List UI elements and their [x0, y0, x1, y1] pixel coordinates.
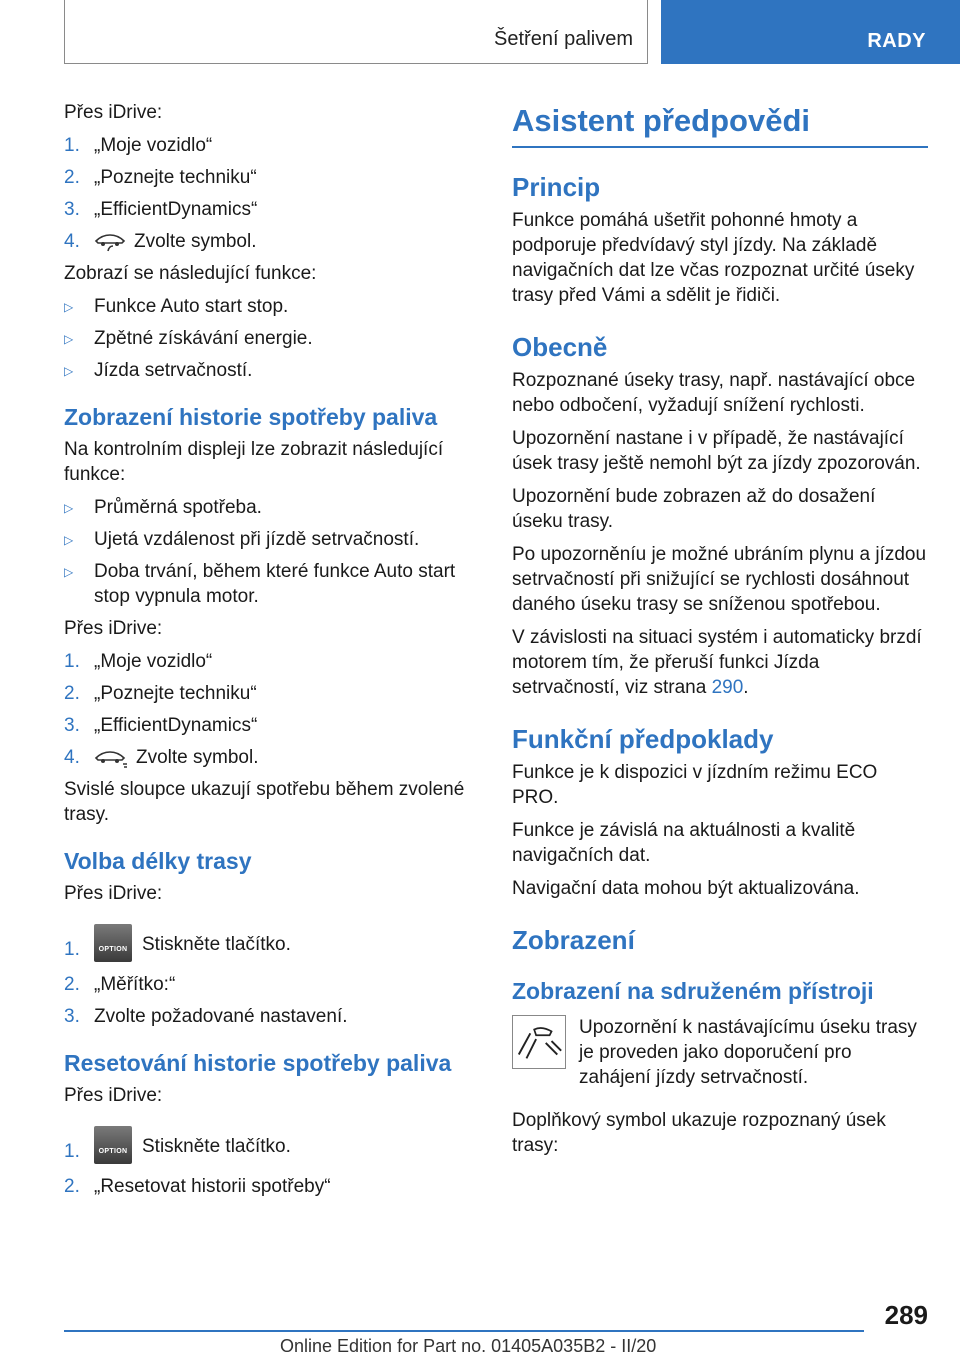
item-text: Jízda setrvačností.: [94, 360, 253, 381]
step-number: 1.: [64, 939, 80, 960]
functions-list: [64, 294, 472, 383]
cluster-info: [512, 1015, 928, 1090]
heading-general: Obecně: [512, 332, 608, 362]
list-item: [64, 559, 472, 609]
steps-list-4: [64, 1126, 472, 1199]
heading-display: Zobrazení: [512, 925, 635, 955]
heading-cluster: Zobrazení na sdruženém přístroji: [512, 978, 874, 1004]
idrive-intro: Přes iDrive:: [64, 102, 163, 123]
list-item: [64, 326, 472, 351]
step-number: 4.: [64, 747, 80, 768]
step-text: „Moje vozidlo“: [94, 651, 213, 672]
triangle-bullet-icon: ▷: [64, 364, 74, 378]
list-item: [64, 133, 472, 158]
section-tab-label: RADY: [867, 30, 926, 52]
step-number: 3.: [64, 1006, 80, 1027]
list-item: [64, 229, 472, 254]
general-text-5: [512, 625, 928, 700]
list-item: [64, 527, 472, 552]
list-item: [64, 1174, 472, 1199]
option-button-label: OPTION: [98, 1148, 128, 1155]
step-text: „Poznejte techniku“: [94, 683, 257, 704]
history-list: [64, 495, 472, 609]
page-link-290[interactable]: 290: [711, 677, 744, 698]
idrive-intro: Přes iDrive:: [64, 883, 163, 904]
triangle-bullet-icon: ▷: [64, 501, 74, 515]
extra-symbol-text: Doplňkový symbol ukazuje rozpoznaný úsek trasy:: [512, 1110, 886, 1156]
list-item: [64, 165, 472, 190]
step-text: Zvolte symbol.: [136, 747, 259, 768]
footer-divider: [64, 1330, 864, 1332]
header-box: [64, 0, 648, 64]
item-text: Doba trvání, během které funkce Auto start stop vypnula motor.: [94, 561, 456, 607]
header-title: Šetření palivem: [494, 28, 633, 50]
functions-intro: Zobrazí se následující funkce:: [64, 263, 317, 284]
step-text: Zvolte symbol.: [134, 231, 257, 252]
step-number: 4.: [64, 231, 80, 252]
list-item: [64, 972, 472, 997]
list-item: [64, 1004, 472, 1029]
step-text: Stiskněte tlačítko.: [142, 1136, 291, 1157]
item-text: Ujetá vzdálenost při jízdě setrvačností.: [94, 529, 420, 550]
step-text: „EfficientDynamics“: [94, 715, 258, 736]
list-item: [64, 681, 472, 706]
triangle-bullet-icon: ▷: [64, 565, 74, 579]
steps-list-2: [64, 649, 472, 770]
step-number: 2.: [64, 974, 80, 995]
list-item: [64, 713, 472, 738]
step-text: „Poznejte techniku“: [94, 167, 257, 188]
heading-principle: Princip: [512, 172, 601, 202]
list-item: [64, 294, 472, 319]
item-text: Funkce Auto start stop.: [94, 296, 289, 317]
option-button-icon: [94, 924, 132, 962]
car-coasting-icon: [94, 748, 128, 768]
triangle-bullet-icon: ▷: [64, 332, 74, 346]
heading-length: Volba délky trasy: [64, 848, 252, 874]
car-leaf-icon: [94, 232, 126, 252]
triangle-bullet-icon: ▷: [64, 300, 74, 314]
list-item: [64, 649, 472, 674]
list-item: [64, 358, 472, 383]
cluster-text: Upozornění k nastávajícímu úseku trasy je proveden jako doporučení pro zahájení jízdy setrvačností.: [579, 1017, 917, 1088]
step-text: „Měřítko:“: [94, 974, 176, 995]
list-item: [64, 197, 472, 222]
heading-assistant: Asistent předpovědi: [512, 104, 928, 148]
coasting-road-icon: [512, 1015, 566, 1069]
section-tab[interactable]: [661, 0, 960, 64]
list-item: [64, 924, 472, 962]
general-text-3: Upozornění bude zobrazen až do dosažení úseku trasy.: [512, 486, 876, 532]
idrive-intro: Přes iDrive:: [64, 618, 163, 639]
footer-edition: Online Edition for Part no. 01405A035B2 - II/20: [280, 1336, 657, 1356]
bars-note: Svislé sloupce ukazují spotřebu během zvolené trasy.: [64, 779, 465, 825]
step-number: 3.: [64, 715, 80, 736]
requirement-3: Navigační data mohou být aktualizována.: [512, 878, 860, 899]
step-text: Zvolte požadované nastavení.: [94, 1006, 348, 1027]
list-item: [64, 495, 472, 520]
step-text: „Moje vozidlo“: [94, 135, 213, 156]
step-number: 2.: [64, 683, 80, 704]
right-column: [512, 100, 928, 1166]
step-text: Stiskněte tlačítko.: [142, 934, 291, 955]
step-text: „Resetovat historii spotřeby“: [94, 1176, 331, 1197]
list-item: [64, 745, 472, 770]
principle-text: Funkce pomáhá ušetřit pohonné hmoty a podporuje předvídavý styl jízdy. Na základě navigačních dat lze včas rozpoznat určité úseky trasy před Vámi a sdělit je řidiči.: [512, 210, 915, 306]
steps-list-3: [64, 924, 472, 1029]
step-number: 3.: [64, 199, 80, 220]
general-text-5-post: .: [743, 677, 749, 698]
history-intro: Na kontrolním displeji lze zobrazit následující funkce:: [64, 439, 444, 485]
option-button-label: OPTION: [98, 946, 128, 953]
option-button-icon: [94, 1126, 132, 1164]
general-text-5-pre: V závislosti na situaci systém i automaticky brzdí motorem tím, že přeruší funkci Jízda setrvačností, viz strana: [512, 627, 922, 698]
step-number: 1.: [64, 135, 80, 156]
triangle-bullet-icon: ▷: [64, 533, 74, 547]
left-column: [64, 100, 472, 1206]
step-number: 1.: [64, 651, 80, 672]
page-number: 289: [884, 1300, 928, 1330]
heading-requirements: Funkční předpoklady: [512, 724, 774, 754]
item-text: Zpětné získávání energie.: [94, 328, 313, 349]
general-text-4: Po upozorněníu je možné ubráním plynu a jízdou setrvačností při snižující se rychlosti dosáhnout daného úseku trasy se sníženou spotřebou.: [512, 544, 927, 615]
step-number: 1.: [64, 1141, 80, 1162]
step-number: 2.: [64, 1176, 80, 1197]
steps-list-1: [64, 133, 472, 254]
idrive-intro: Přes iDrive:: [64, 1085, 163, 1106]
general-text-1: Rozpoznané úseky trasy, např. nastávající obce nebo odbočení, vyžadují snížení rychlosti.: [512, 370, 916, 416]
heading-reset: Resetování historie spotřeby paliva: [64, 1050, 452, 1076]
step-text: „EfficientDynamics“: [94, 199, 258, 220]
step-number: 2.: [64, 167, 80, 188]
general-text-2: Upozornění nastane i v případě, že nastávající úsek trasy ještě nemohl být za jízdy zpozorován.: [512, 428, 921, 474]
list-item: [64, 1126, 472, 1164]
item-text: Průměrná spotřeba.: [94, 497, 262, 518]
heading-history: Zobrazení historie spotřeby paliva: [64, 404, 438, 430]
requirement-1: Funkce je k dispozici v jízdním režimu ECO PRO.: [512, 762, 878, 808]
requirement-2: Funkce je závislá na aktuálnosti a kvalitě navigačních dat.: [512, 820, 856, 866]
